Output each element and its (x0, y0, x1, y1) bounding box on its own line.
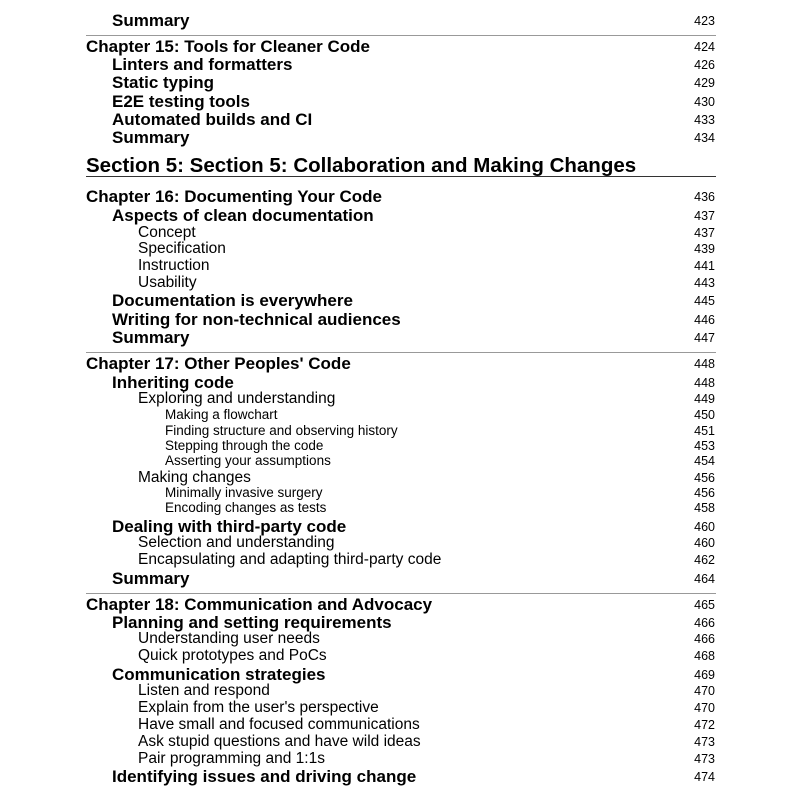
entry-title: Have small and focused communications (138, 716, 420, 733)
page-number: 439 (694, 242, 715, 256)
entry-title: Making a flowchart (165, 407, 278, 422)
entry-title: Chapter 17: Other Peoples' Code (86, 354, 351, 373)
entry-title: Summary (112, 328, 190, 347)
page-number: 437 (694, 226, 715, 240)
page-number: 448 (694, 357, 715, 371)
entry-title: Chapter 15: Tools for Cleaner Code (86, 37, 371, 56)
page-number: 426 (694, 58, 715, 72)
entry-title: Linters and formatters (112, 55, 293, 74)
page-number: 423 (694, 14, 715, 28)
page-number: 460 (694, 536, 715, 550)
page-number: 433 (694, 113, 715, 127)
entry-title: Static typing (112, 73, 215, 92)
entry-title: Ask stupid questions and have wild ideas (138, 733, 421, 750)
divider-rule (86, 593, 716, 594)
page-number: 456 (694, 486, 715, 500)
entry-title: Asserting your assumptions (165, 453, 331, 468)
divider-rule (86, 35, 716, 36)
page-number: 436 (694, 190, 715, 204)
page-number: 456 (694, 471, 715, 485)
page-number: 453 (694, 439, 715, 453)
page-number: 470 (694, 701, 715, 715)
entry-title: Instruction (138, 257, 210, 274)
entry-title: Encapsulating and adapting third-party code (138, 551, 442, 568)
divider-rule (86, 352, 716, 353)
entry-title: Listen and respond (138, 682, 270, 699)
entry-title: Planning and setting requirements (112, 613, 392, 632)
entry-title: Inheriting code (112, 373, 234, 392)
entry-title: Chapter 16: Documenting Your Code (86, 187, 382, 206)
page-number: 458 (694, 501, 715, 515)
page-number: 450 (694, 408, 715, 422)
page-number: 468 (694, 649, 715, 663)
entry-title: Section 5: Section 5: Collaboration and Making Changes (86, 154, 637, 177)
page-number: 429 (694, 76, 715, 90)
page-number: 430 (694, 95, 715, 109)
entry-title: Quick prototypes and PoCs (138, 647, 327, 664)
page-number: 466 (694, 632, 715, 646)
entry-title: Summary (112, 128, 190, 147)
entry-title: Identifying issues and driving change (112, 767, 417, 786)
entry-title: Documentation is everywhere (112, 291, 353, 310)
page-number: 454 (694, 454, 715, 468)
page-number: 437 (694, 209, 715, 223)
page-number: 445 (694, 294, 715, 308)
entry-title: Exploring and understanding (138, 390, 336, 407)
page-number: 446 (694, 313, 715, 327)
entry-title: Automated builds and CI (112, 110, 313, 129)
page-number: 449 (694, 392, 715, 406)
page-number: 465 (694, 598, 715, 612)
entry-title: Usability (138, 274, 197, 291)
page-number: 441 (694, 259, 715, 273)
entry-title: E2E testing tools (112, 92, 250, 111)
page-number: 451 (694, 424, 715, 438)
entry-title: Summary (112, 569, 190, 588)
entry-title: Understanding user needs (138, 630, 320, 647)
page-number: 469 (694, 668, 715, 682)
page-number: 474 (694, 770, 715, 784)
entry-title: Explain from the user's perspective (138, 699, 379, 716)
entry-title: Encoding changes as tests (165, 500, 327, 515)
entry-title: Pair programming and 1:1s (138, 750, 325, 767)
entry-title: Selection and understanding (138, 534, 335, 551)
page-number: 473 (694, 735, 715, 749)
entry-title: Chapter 18: Communication and Advocacy (86, 595, 433, 614)
entry-title: Writing for non-technical audiences (112, 310, 401, 329)
page-number: 434 (694, 131, 715, 145)
page-number: 470 (694, 684, 715, 698)
page-number: 473 (694, 752, 715, 766)
page-number: 447 (694, 331, 715, 345)
page-number: 462 (694, 553, 715, 567)
page-number: 448 (694, 376, 715, 390)
page-number: 466 (694, 616, 715, 630)
entry-title: Summary (112, 11, 190, 30)
entry-title: Dealing with third-party code (112, 517, 347, 536)
entry-title: Stepping through the code (165, 438, 324, 453)
entry-title: Finding structure and observing history (165, 423, 398, 438)
entry-title: Concept (138, 224, 196, 241)
page-number: 464 (694, 572, 715, 586)
entry-title: Specification (138, 240, 226, 257)
entry-title: Making changes (138, 469, 251, 486)
page-number: 472 (694, 718, 715, 732)
page-number: 443 (694, 276, 715, 290)
page-number: 424 (694, 40, 715, 54)
entry-title: Aspects of clean documentation (112, 206, 374, 225)
entry-title: Communication strategies (112, 665, 326, 684)
page-number: 460 (694, 520, 715, 534)
entry-title: Minimally invasive surgery (165, 485, 323, 500)
